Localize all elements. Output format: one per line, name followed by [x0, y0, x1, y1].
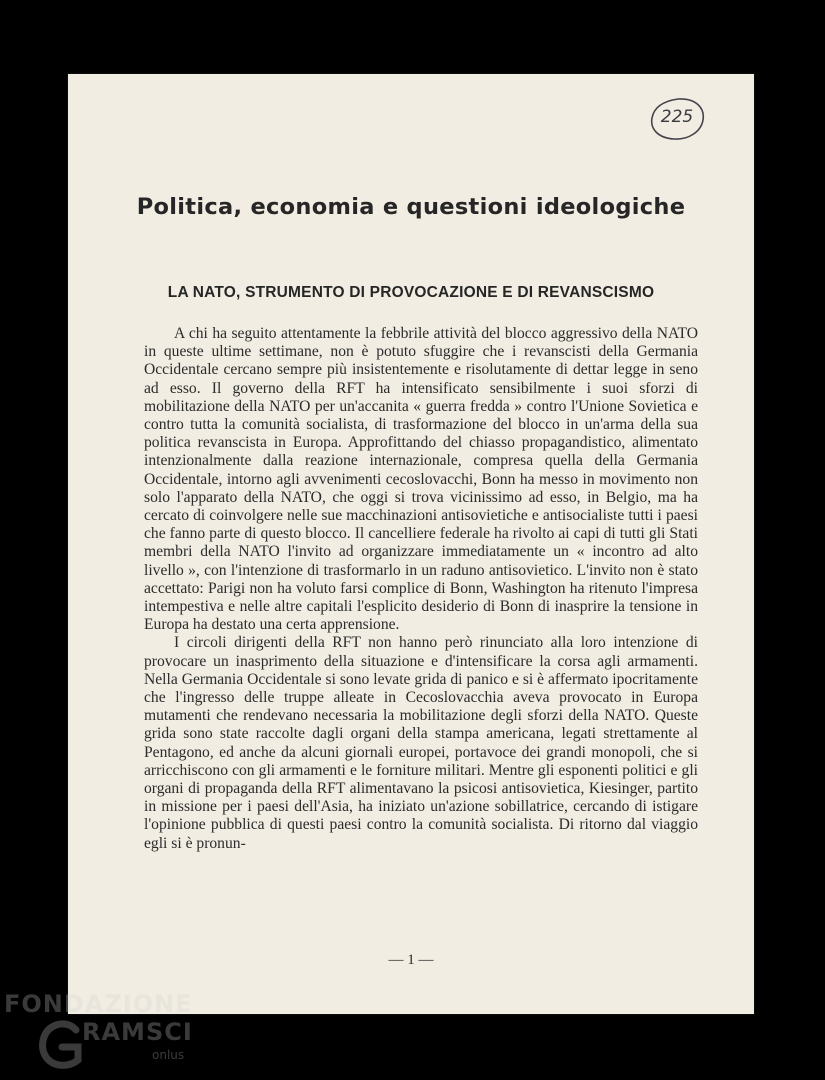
document-page [68, 74, 754, 1014]
article-body [144, 325, 698, 853]
paragraph-1: A chi ha seguito attentamente la febbrile attività del blocco aggressivo della NATO in queste ultime settimane, non è potuto sfuggire che i revanscisti della Germania Occidentale cercano sempre più insistentemente e risolutamente di dettar legge in seno ad esso. Il governo della RFT ha intensificato sensibilmente i suoi sforzi di mobilitazione della NATO per un'accanita « guerra fredda » contro l'Unione Sovietica e contro tutta la comunità socialista, di trasformazione del blocco in un'arma della sua politica revanscista in Europa. Approfittando del chiasso propagandistico, alimentato intenzionalmente dalla reazione internazionale, compresa quella della Germania Occidentale, intorno agli avvenimenti cecoslovacchi, Bonn ha messo in movimento non solo l'apparato della NATO, che oggi si trova vicinissimo ad esso, in Belgio, ma ha cercato di coinvolgere nelle sue macchinazioni antisovietiche e antisocialiste tutti i paesi che fanno parte di questo blocco. Il cancelliere federale ha rivolto ai capi di tutti gli Stati membri della NATO l'invito ad organizzare immediatamente un « incontro ad alto livello », con l'intenzione di trasformarlo in un raduno antisovietico. L'invito non è stato accettato: Parigi non ha voluto farsi complice di Bonn, Washington ha ritenuto l'impresa intempestiva e nelle altre capitali l'esplicito desiderio di Bonn di inasprire la tensione in Europa ha destato una certa apprensione. [144, 325, 698, 634]
main-title: Politica, economia e questioni ideologiche [136, 194, 686, 220]
page-mark-number: 225 [660, 107, 694, 127]
watermark-line-2: RAMSCI [82, 1018, 193, 1046]
fondazione-gramsci-watermark [4, 990, 214, 1075]
watermark-line-3: onlus [152, 1048, 185, 1062]
page-number: — 1 — [388, 952, 434, 968]
paragraph-2: I circoli dirigenti della RFT non hanno però rinunciato alla loro intenzione di provocare un inasprimento della situazione e d'intensificare la corsa agli armamenti. Nella Germania Occidentale si sono levate grida di panico e si è affermato ipocritamente che l'ingresso delle truppe alleate in Cecoslovacchia aveva provocato in Europa mutamenti che rendevano necessaria la mobilitazione degli sforzi della NATO. Queste grida sono state raccolte dagli organi della stampa americana, legati strettamente al Pentagono, ed anche da alcuni giornali europei, portavoce dei grandi monopoli, che si arricchiscono con gli armamenti e le forniture militari. Mentre gli esponenti politici e gli organi di propaganda della RFT alimentavano la psicosi antisovietica, Kiesinger, partito in missione per i paesi dell'Asia, ha iniziato un'azione sobillatrice, cercando di istigare l'opinione pubblica di questi paesi contro la comunità socialista. Di ritorno dal viaggio egli si è pronun- [144, 634, 698, 852]
handwritten-page-mark [648, 96, 706, 142]
watermark-line-1: FONDAZIONE [4, 990, 193, 1018]
section-title: LA NATO, STRUMENTO DI PROVOCAZIONE E DI REVANSCISMO [167, 284, 655, 301]
